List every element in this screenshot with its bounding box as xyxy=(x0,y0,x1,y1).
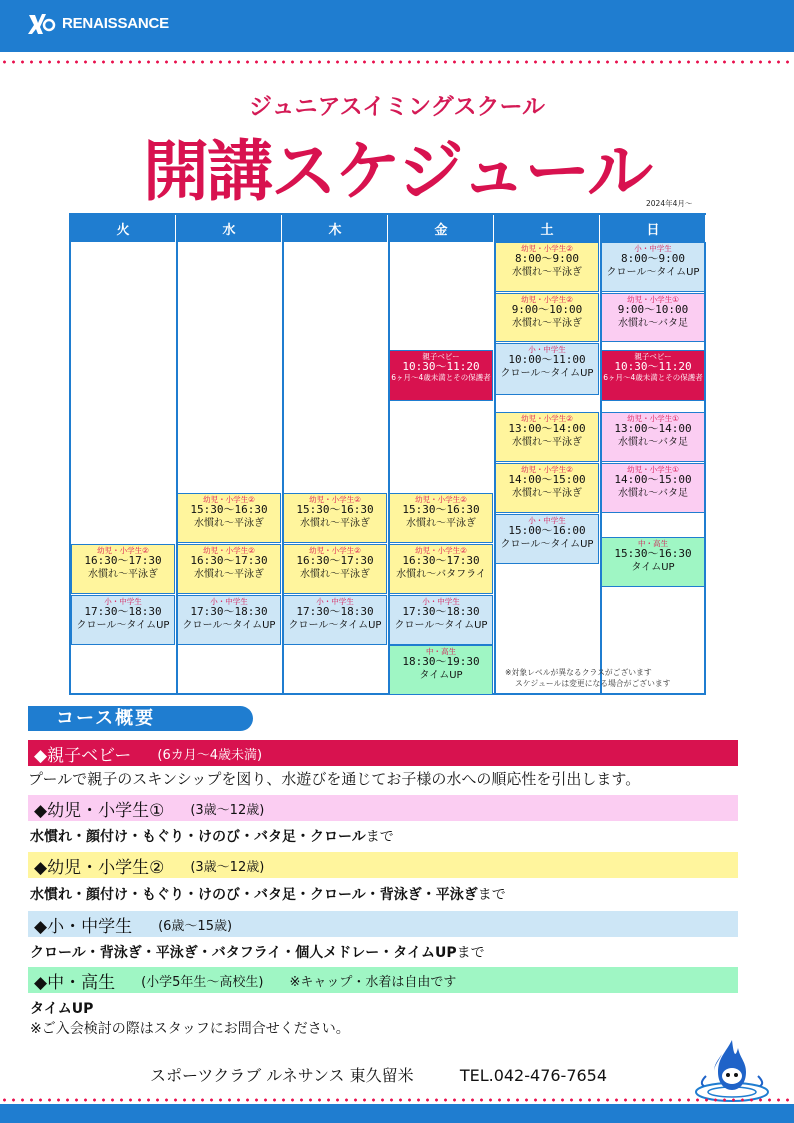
brand-name: RENAISSANCE xyxy=(62,14,169,32)
note-line: ※対象レベルが異なるクラスがございます xyxy=(505,668,652,677)
class-description: 水慣れ～バタ足 xyxy=(618,437,688,449)
class-slot[interactable] xyxy=(283,595,387,645)
class-description: クロール～タイムUP xyxy=(182,620,276,632)
course-name: ◆中・高生 xyxy=(34,972,116,993)
class-slot[interactable] xyxy=(283,493,387,543)
class-description: クロール～タイムUP xyxy=(500,539,594,551)
class-slot[interactable] xyxy=(283,544,387,594)
class-description: 水慣れ～バタ足 xyxy=(618,488,688,500)
class-slot[interactable] xyxy=(601,537,705,587)
class-slot[interactable] xyxy=(601,463,705,513)
class-time: 16:30～17:30 xyxy=(190,553,268,567)
class-level: 幼児・小学生② xyxy=(521,414,573,423)
class-level: 幼児・小学生② xyxy=(97,546,149,555)
class-description: 水慣れ～平泳ぎ xyxy=(512,318,582,330)
class-level: 幼児・小学生② xyxy=(309,546,361,555)
class-description: クロール～タイムUP xyxy=(76,620,170,632)
class-time: 16:30～17:30 xyxy=(296,553,374,567)
class-time: 17:30～18:30 xyxy=(296,604,374,618)
class-level: 幼児・小学生② xyxy=(521,244,573,253)
club-name: スポーツクラブ ルネサンス 東久留米 xyxy=(150,1066,414,1085)
class-level: 親子ベビー xyxy=(422,352,460,361)
day-header-tue: 火 xyxy=(71,215,177,242)
class-description: 6ヶ月～4歳未満とその保護者 xyxy=(391,373,491,383)
class-slot[interactable] xyxy=(177,493,281,543)
class-level: 小・中学生 xyxy=(210,597,248,606)
course-description xyxy=(30,884,506,904)
class-level: 小・中学生 xyxy=(634,244,672,253)
class-slot[interactable] xyxy=(495,463,599,513)
class-level: 幼児・小学生② xyxy=(415,546,467,555)
class-time: 15:00～16:00 xyxy=(508,523,586,537)
class-description: クロール～タイムUP xyxy=(606,267,700,279)
class-description: 水慣れ～平泳ぎ xyxy=(300,569,370,581)
course-name: ◆幼児・小学生② xyxy=(34,857,165,878)
class-time: 13:00～14:00 xyxy=(614,421,692,435)
class-level: 幼児・小学生② xyxy=(415,495,467,504)
bottom-dotted-divider xyxy=(0,1098,794,1102)
class-slot[interactable] xyxy=(601,412,705,462)
class-level: 幼児・小学生② xyxy=(521,295,573,304)
course-age: (6歳～15歳) xyxy=(158,918,233,934)
class-slot[interactable] xyxy=(177,544,281,594)
class-level: 幼児・小学生① xyxy=(627,465,679,474)
class-level: 小・中学生 xyxy=(422,597,460,606)
day-header-sun: 日 xyxy=(601,215,707,242)
class-time: 15:30～16:30 xyxy=(296,502,374,516)
page-title: 開講スケジュール xyxy=(142,133,652,210)
class-level: 幼児・小学生① xyxy=(627,295,679,304)
class-time: 15:30～16:30 xyxy=(402,502,480,516)
class-slot[interactable] xyxy=(389,493,493,543)
class-time: 13:00～14:00 xyxy=(508,421,586,435)
class-description: クロール～タイムUP xyxy=(288,620,382,632)
class-slot[interactable] xyxy=(601,350,705,401)
flame-mascot-icon xyxy=(692,1036,772,1106)
class-slot[interactable] xyxy=(495,514,599,564)
class-time: 10:00～11:00 xyxy=(508,352,586,366)
class-description: 水慣れ～平泳ぎ xyxy=(88,569,158,581)
class-level: 幼児・小学生① xyxy=(627,414,679,423)
class-description: 水慣れ～バタ足 xyxy=(618,318,688,330)
class-time: 18:30～19:30 xyxy=(402,654,480,668)
bottom-banner xyxy=(0,1104,794,1123)
page-subtitle: ジュニアスイミングスクール xyxy=(248,94,545,120)
class-description: クロール～タイムUP xyxy=(500,368,594,380)
course-description xyxy=(30,942,485,962)
class-level: 幼児・小学生② xyxy=(203,546,255,555)
class-time: 10:30～11:20 xyxy=(614,359,692,373)
course-age: (6カ月～4歳未満) xyxy=(157,747,263,763)
course-description-suffix: まで xyxy=(456,945,485,961)
class-time: 16:30～17:30 xyxy=(402,553,480,567)
day-header-wed: 水 xyxy=(177,215,283,242)
course-extra: ※キャップ・水着は自由です xyxy=(289,974,457,990)
class-level: 中・高生 xyxy=(426,647,456,656)
class-description: 水慣れ～平泳ぎ xyxy=(512,267,582,279)
class-time: 14:00～15:00 xyxy=(508,472,586,486)
phone-number[interactable]: TEL.042-476-7654 xyxy=(459,1066,608,1085)
class-time: 9:00～10:00 xyxy=(511,302,583,316)
class-slot[interactable] xyxy=(495,293,599,342)
course-description-text: タイムUP xyxy=(30,1001,94,1017)
course-bar xyxy=(28,740,738,766)
class-time: 10:30～11:20 xyxy=(402,359,480,373)
class-time: 9:00～10:00 xyxy=(617,302,689,316)
class-time: 8:00～9:00 xyxy=(621,251,685,265)
top-dotted-divider xyxy=(0,60,794,64)
class-slot[interactable] xyxy=(601,293,705,342)
course-description xyxy=(30,998,93,1018)
class-description: クロール～タイムUP xyxy=(394,620,488,632)
class-level: 小・中学生 xyxy=(528,516,566,525)
class-slot[interactable] xyxy=(389,595,493,645)
day-header-fri: 金 xyxy=(389,215,495,242)
class-description: 水慣れ～平泳ぎ xyxy=(194,518,264,530)
class-time: 15:30～16:30 xyxy=(614,546,692,560)
class-slot[interactable] xyxy=(177,595,281,645)
class-time: 17:30～18:30 xyxy=(402,604,480,618)
class-slot[interactable] xyxy=(601,242,705,292)
brand-logo[interactable] xyxy=(26,10,169,36)
course-description-text: 水慣れ・顔付け・もぐり・けのび・バタ足・クロール・背泳ぎ・平泳ぎ xyxy=(30,887,478,903)
course-age: (3歳～12歳) xyxy=(190,802,265,818)
class-description: 水慣れ～平泳ぎ xyxy=(406,518,476,530)
class-slot[interactable] xyxy=(495,343,599,395)
class-time: 17:30～18:30 xyxy=(84,604,162,618)
class-description: 水慣れ～平泳ぎ xyxy=(512,488,582,500)
course-description xyxy=(30,826,394,846)
class-level: 小・中学生 xyxy=(104,597,142,606)
note-line: スケジュールは変更になる場合がございます xyxy=(515,679,671,689)
renaissance-mark-icon xyxy=(26,10,56,36)
class-level: 幼児・小学生② xyxy=(521,465,573,474)
course-description-suffix: まで xyxy=(477,887,506,903)
class-time: 15:30～16:30 xyxy=(190,502,268,516)
class-level: 中・高生 xyxy=(638,539,668,548)
course-name: ◆小・中学生 xyxy=(34,916,133,937)
class-description: 水慣れ～平泳ぎ xyxy=(512,437,582,449)
course-age: (小学5年生～高校生) xyxy=(141,974,264,990)
course-age: (3歳～12歳) xyxy=(190,859,265,875)
course-bar xyxy=(28,911,738,937)
class-slot[interactable] xyxy=(71,595,175,645)
course-description-text: 水慣れ・顔付け・もぐり・けのび・バタ足・クロール xyxy=(30,829,366,845)
class-slot[interactable] xyxy=(495,242,599,292)
day-header-sat: 土 xyxy=(495,215,601,242)
effective-date: 2024年4月～ xyxy=(646,199,693,208)
course-bar xyxy=(28,795,738,821)
schedule-table xyxy=(69,213,706,695)
class-slot[interactable] xyxy=(389,544,493,594)
class-description: タイムUP xyxy=(631,562,675,574)
course-bar xyxy=(28,852,738,878)
class-level: 幼児・小学生② xyxy=(203,495,255,504)
class-time: 14:00～15:00 xyxy=(614,472,692,486)
course-description-text: プールで親子のスキンシップを図り、水遊びを通じてお子様の水への順応性を引出します。 xyxy=(28,770,641,788)
class-slot[interactable] xyxy=(389,645,493,695)
class-level: 小・中学生 xyxy=(316,597,354,606)
class-level: 小・中学生 xyxy=(528,345,566,354)
footer-contact xyxy=(150,1063,607,1086)
course-name: ◆親子ベビー xyxy=(34,745,132,766)
class-slot[interactable] xyxy=(495,412,599,462)
class-slot[interactable] xyxy=(71,544,175,594)
class-description: 水慣れ～平泳ぎ xyxy=(300,518,370,530)
course-description xyxy=(28,768,640,789)
inquiry-note: ※ご入会検討の際はスタッフにお問合せください。 xyxy=(30,1021,350,1037)
course-bar xyxy=(28,967,738,993)
class-time: 8:00～9:00 xyxy=(515,251,579,265)
class-level: 親子ベビー xyxy=(634,352,672,361)
class-time: 16:30～17:30 xyxy=(84,553,162,567)
class-description: タイムUP xyxy=(419,670,463,682)
course-description-suffix: まで xyxy=(365,829,394,845)
course-description-text: クロール・背泳ぎ・平泳ぎ・バタフライ・個人メドレー・タイムUP xyxy=(30,945,457,961)
course-name: ◆幼児・小学生① xyxy=(34,800,165,821)
class-description: 水慣れ～平泳ぎ xyxy=(194,569,264,581)
schedule-notes xyxy=(505,667,670,690)
class-time: 17:30～18:30 xyxy=(190,604,268,618)
class-description: 6ヶ月～4歳未満とその保護者 xyxy=(603,373,703,383)
class-description: 水慣れ～バタフライ xyxy=(396,569,486,581)
course-overview-heading: コース概要 xyxy=(28,706,253,731)
class-level: 幼児・小学生② xyxy=(309,495,361,504)
class-slot[interactable] xyxy=(389,350,493,401)
day-header-thu: 木 xyxy=(283,215,389,242)
